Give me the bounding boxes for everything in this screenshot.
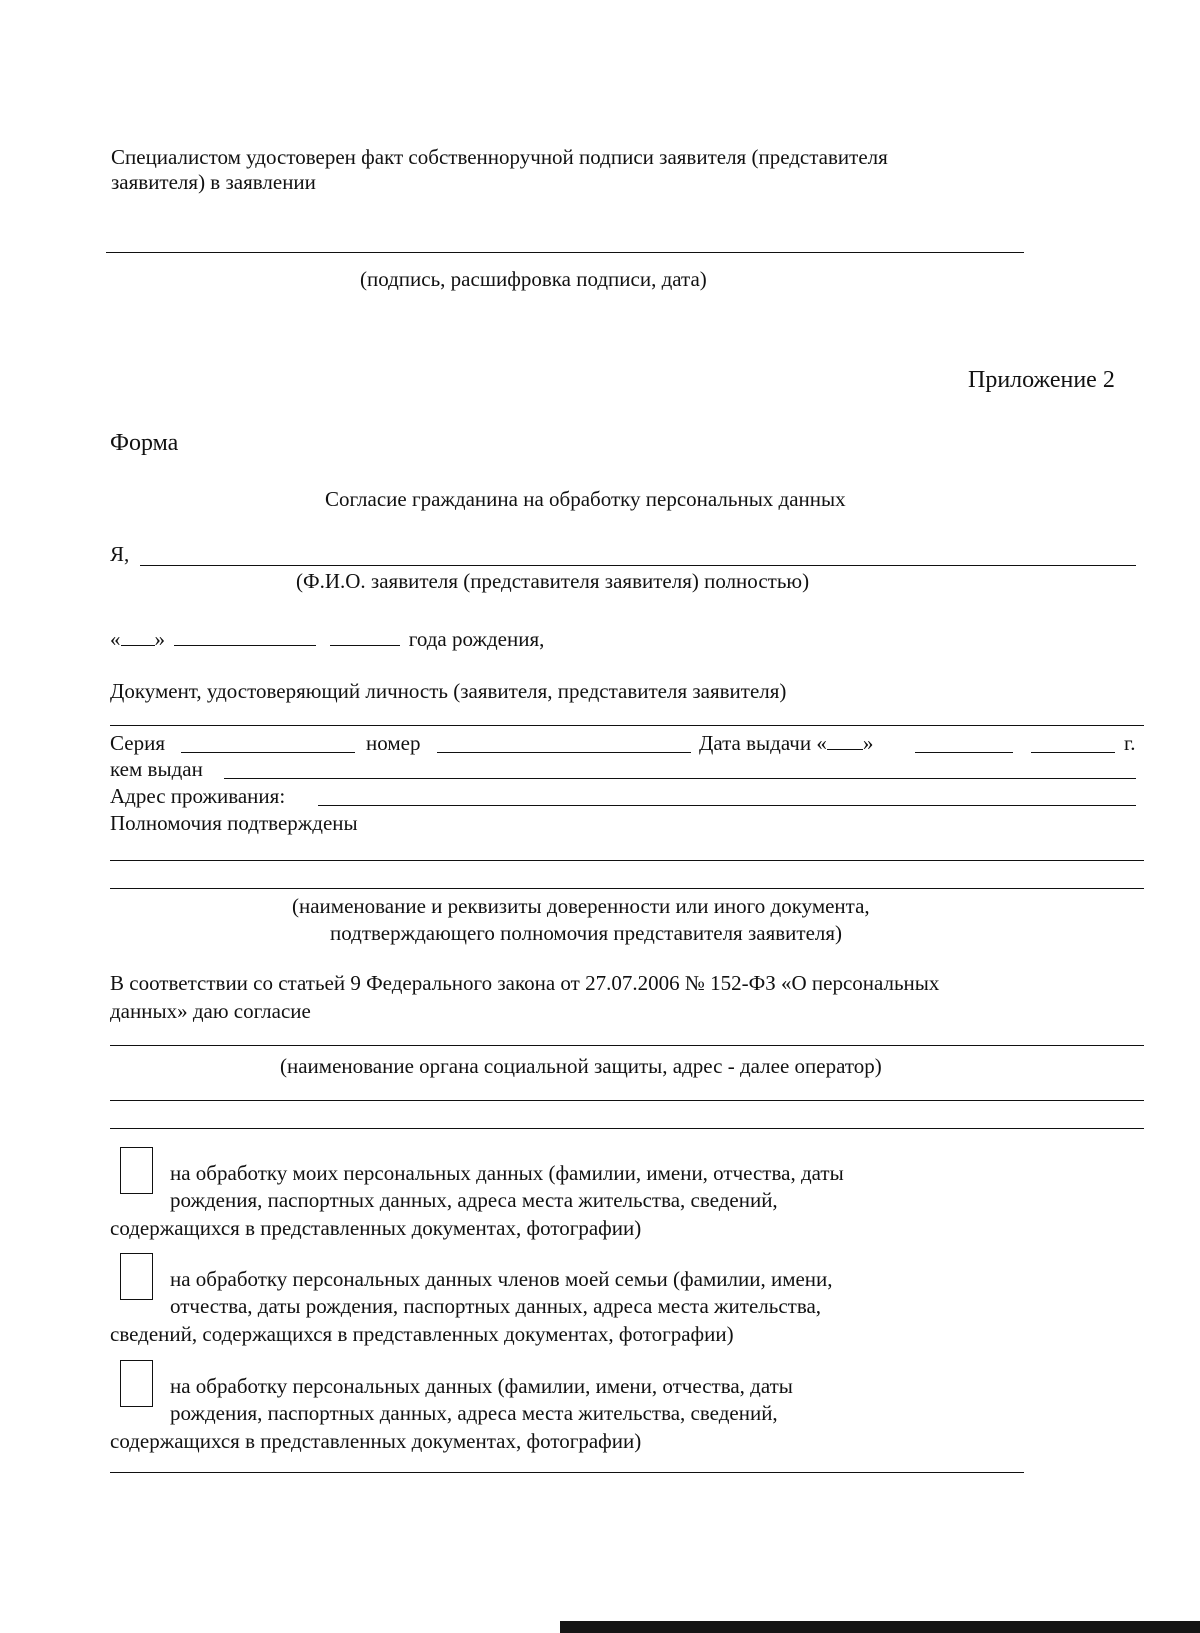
issue-day-field[interactable]	[827, 731, 863, 750]
birth-quote-close: »	[154, 627, 165, 651]
consent-checkbox-own-data[interactable]	[120, 1147, 153, 1194]
scan-edge-artifact	[560, 1621, 1200, 1633]
option-2-line-1: на обработку персональных данных членов моей семьи (фамилии, имени,	[170, 1267, 833, 1291]
birth-date-row	[110, 627, 544, 652]
authority-caption-line-2: подтверждающего полномочия представителя заявителя)	[330, 921, 843, 945]
birth-month-field[interactable]	[174, 627, 316, 646]
number-label: номер	[366, 731, 421, 755]
address-field[interactable]	[318, 805, 1136, 806]
address-label: Адрес проживания:	[110, 784, 286, 808]
applicant-name-caption: (Ф.И.О. заявителя (представителя заявителя) полностью)	[296, 569, 810, 593]
issued-by-field[interactable]	[224, 778, 1136, 779]
option-2-line-3: сведений, содержащихся в представленных документах, фотографии)	[110, 1322, 734, 1346]
applicant-prefix: Я,	[110, 542, 130, 566]
certification-text-line-2: заявителя) в заявлении	[111, 170, 316, 194]
consent-checkbox-other-data[interactable]	[120, 1360, 153, 1407]
consent-text-line-1: В соответствии со статьей 9 Федерального закона от 27.07.2006 № 152-ФЗ «О персональных	[110, 971, 940, 995]
certification-text-line-1: Специалистом удостоверен факт собственноручной подписи заявителя (представителя	[111, 145, 888, 169]
number-field[interactable]	[437, 752, 691, 753]
applicant-name-field[interactable]	[140, 565, 1136, 566]
issued-by-label: кем выдан	[110, 757, 203, 781]
issue-month-field[interactable]	[915, 752, 1013, 753]
birth-suffix: года рождения,	[408, 627, 545, 651]
series-label: Серия	[110, 731, 165, 755]
issue-date-label: Дата выдачи «	[699, 731, 827, 755]
authority-label: Полномочия подтверждены	[110, 811, 358, 835]
form-label: Форма	[110, 430, 179, 456]
option-3-line-1: на обработку персональных данных (фамилии, имени, отчества, даты	[170, 1374, 793, 1398]
issue-year-field[interactable]	[1031, 752, 1115, 753]
page-title: Согласие гражданина на обработку персональных данных	[325, 487, 846, 511]
option-1-line-3: содержащихся в представленных документах, фотографии)	[110, 1216, 642, 1240]
authority-field-line-2[interactable]	[110, 888, 1144, 889]
year-suffix: г.	[1124, 731, 1136, 755]
identity-document-field[interactable]	[110, 725, 1144, 726]
issue-date-row	[699, 731, 873, 756]
option-1-line-2: рождения, паспортных данных, адреса места жительства, сведений,	[170, 1188, 778, 1212]
birth-quote-open: «	[110, 627, 121, 651]
appendix-label: Приложение 2	[968, 367, 1115, 393]
option-3-field[interactable]	[110, 1472, 1024, 1473]
signature-caption: (подпись, расшифровка подписи, дата)	[360, 267, 707, 291]
birth-day-field[interactable]	[121, 627, 155, 646]
option-3-line-3: содержащихся в представленных документах, фотографии)	[110, 1429, 642, 1453]
series-field[interactable]	[181, 752, 355, 753]
authority-field-line-1[interactable]	[110, 860, 1144, 861]
option-3-line-2: рождения, паспортных данных, адреса места жительства, сведений,	[170, 1401, 778, 1425]
identity-heading: Документ, удостоверяющий личность (заявителя, представителя заявителя)	[110, 679, 787, 703]
operator-extra-line-1[interactable]	[110, 1100, 1144, 1101]
operator-extra-line-2[interactable]	[110, 1128, 1144, 1129]
operator-caption: (наименование органа социальной защиты, адрес - далее оператор)	[280, 1054, 882, 1078]
issue-quote-close: »	[862, 731, 874, 755]
operator-field[interactable]	[110, 1045, 1144, 1046]
option-2-line-2: отчества, даты рождения, паспортных данных, адреса места жительства,	[170, 1294, 822, 1318]
birth-year-field[interactable]	[330, 627, 400, 646]
signature-line[interactable]	[106, 252, 1024, 253]
consent-checkbox-family-data[interactable]	[120, 1253, 153, 1300]
option-1-line-1: на обработку моих персональных данных (фамилии, имени, отчества, даты	[170, 1161, 844, 1185]
consent-text-line-2: данных» даю согласие	[110, 999, 311, 1023]
authority-caption-line-1: (наименование и реквизиты доверенности или иного документа,	[292, 894, 870, 918]
